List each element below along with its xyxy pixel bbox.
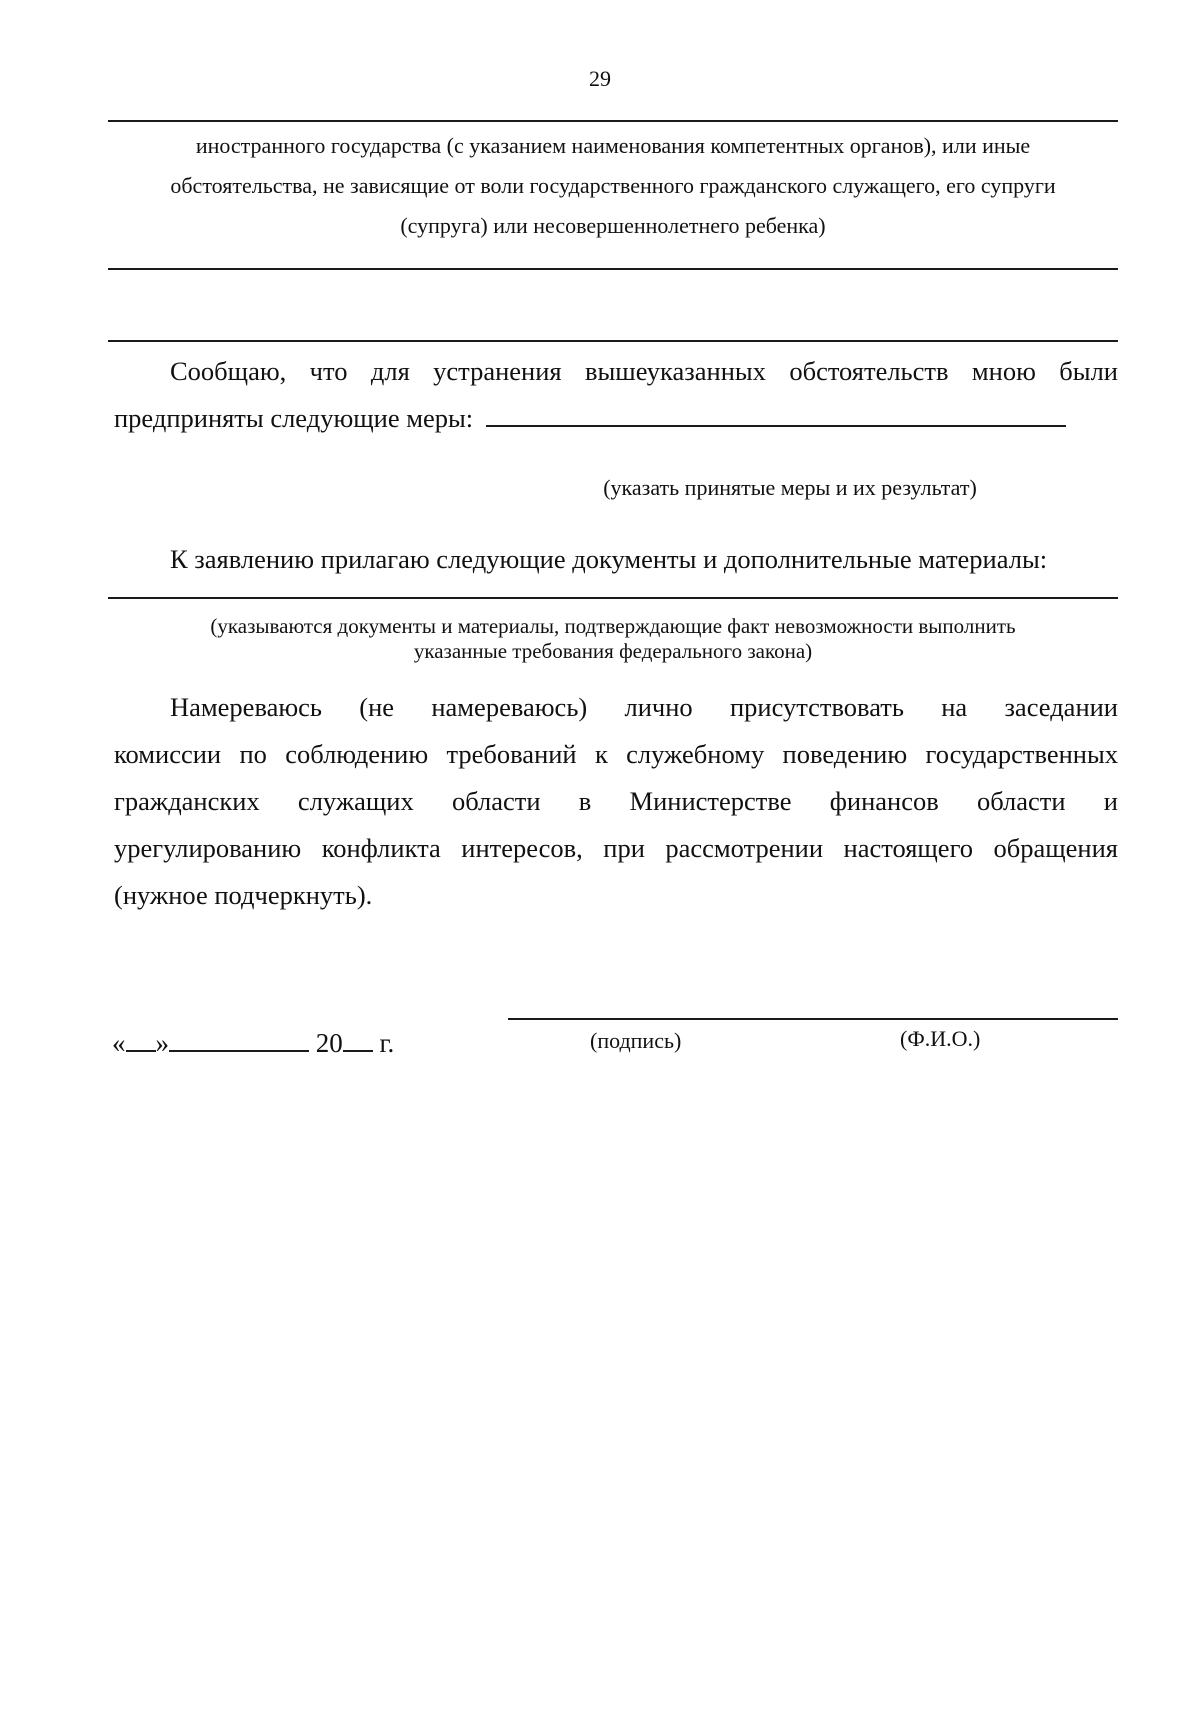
attendance-line-1: Намереваюсь (не намереваюсь) лично присутствовать на заседании	[170, 692, 1118, 722]
blank-rule-2	[108, 340, 1118, 342]
attachments-hint-line-2: указанные требования федерального закона)	[413, 639, 813, 663]
header-caption-line-2: обстоятельства, не зависящие от воли государственного гражданского служащего, его супруги	[170, 173, 1056, 198]
name-label: (Ф.И.О.)	[900, 1026, 981, 1051]
attendance-line-3: гражданских служащих области в Министерстве финансов области и	[114, 786, 1118, 816]
attachments-hint	[108, 614, 1118, 664]
header-caption	[108, 126, 1118, 246]
measures-label: предприняты следующие меры:	[114, 403, 474, 433]
day-fill-line[interactable]	[126, 1049, 156, 1052]
header-caption-line-1: иностранного государства (с указанием наименования компетентных органов), или иные	[195, 133, 1031, 158]
month-fill-line[interactable]	[169, 1049, 309, 1052]
attachments-fill-rule[interactable]	[108, 597, 1118, 599]
date-close-quote: »	[155, 1028, 169, 1058]
attachments-hint-line-1: (указываются документы и материалы, подтверждающие факт невозможности выполнить	[210, 614, 1016, 638]
attendance-line-2: комиссии по соблюдению требований к служебному поведению государственных	[114, 739, 1118, 769]
attendance-line-5: (нужное подчеркнуть).	[114, 880, 373, 910]
attendance-line-4: урегулированию конфликта интересов, при рассмотрении настоящего обращения	[114, 833, 1118, 863]
year-fill-line[interactable]	[343, 1049, 373, 1052]
measures-fill-line[interactable]	[486, 424, 1066, 427]
attachments-label: К заявлению прилагаю следующие документы и дополнительные материалы:	[170, 544, 1048, 574]
year-suffix: г.	[379, 1028, 395, 1058]
measures-line-1: Сообщаю, что для устранения вышеуказанных обстоятельств мною были	[170, 356, 1118, 386]
blank-rule-1	[108, 268, 1118, 270]
date-open-quote: «	[112, 1028, 126, 1058]
signature-label: (подпись)	[590, 1028, 682, 1053]
header-caption-line-3: (супруга) или несовершеннолетнего ребенка)	[400, 213, 826, 238]
date-block	[112, 1028, 394, 1059]
signature-rule[interactable]	[508, 1018, 1118, 1020]
attendance-paragraph	[114, 684, 1118, 919]
page-number: 29	[589, 66, 611, 91]
measures-paragraph	[114, 348, 1118, 442]
measures-hint: (указать принятые меры и их результат)	[603, 475, 977, 500]
top-rule	[108, 120, 1118, 122]
year-prefix: 20	[315, 1028, 343, 1058]
